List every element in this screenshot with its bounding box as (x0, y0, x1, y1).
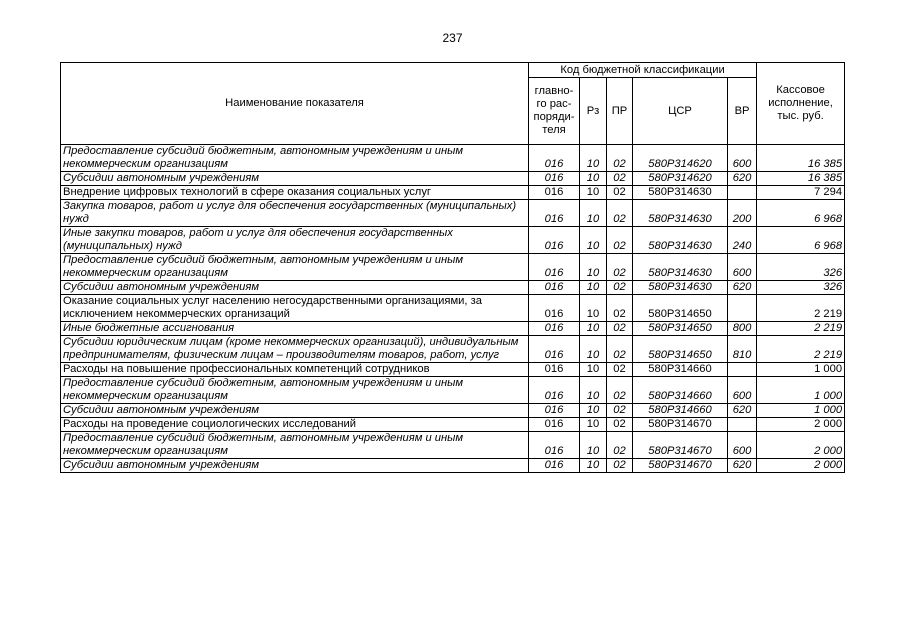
table-row (61, 295, 845, 322)
cell-glav: 016 (529, 322, 580, 336)
cell-name: Субсидии автономным учреждениям (61, 459, 529, 473)
cell-pr: 02 (607, 172, 633, 186)
cell-amount: 1 000 (757, 377, 845, 404)
table-row (61, 227, 845, 254)
cell-rz: 10 (580, 459, 607, 473)
cell-pr: 02 (607, 432, 633, 459)
cell-csr: 580P314650 (633, 295, 728, 322)
cell-vr: 200 (728, 200, 757, 227)
header-code-group: Код бюджетной классификации (529, 63, 757, 78)
cell-vr: 600 (728, 254, 757, 281)
cell-amount: 2 219 (757, 295, 845, 322)
cell-glav: 016 (529, 404, 580, 418)
page-number: 237 (442, 31, 463, 45)
cell-csr: 580P314660 (633, 377, 728, 404)
cell-amount: 1 000 (757, 363, 845, 377)
cell-glav: 016 (529, 377, 580, 404)
cell-amount: 16 385 (757, 145, 845, 172)
cell-glav: 016 (529, 227, 580, 254)
cell-csr: 580P314620 (633, 172, 728, 186)
cell-pr: 02 (607, 254, 633, 281)
cell-pr: 02 (607, 363, 633, 377)
cell-name: Предоставление субсидий бюджетным, автономным учреждениям и иным некоммерческим организациям (61, 432, 529, 459)
cell-glav: 016 (529, 200, 580, 227)
cell-vr: 600 (728, 377, 757, 404)
cell-rz: 10 (580, 281, 607, 295)
table-row (61, 172, 845, 186)
table-row (61, 322, 845, 336)
cell-csr: 580P314630 (633, 227, 728, 254)
cell-name: Субсидии юридическим лицам (кроме некоммерческих организаций), индивидуальным предпринимателям, физическим лицам – производителям товаров, работ, услуг (61, 336, 529, 363)
cell-name: Субсидии автономным учреждениям (61, 404, 529, 418)
cell-glav: 016 (529, 186, 580, 200)
cell-pr: 02 (607, 418, 633, 432)
cell-pr: 02 (607, 227, 633, 254)
cell-amount: 6 968 (757, 200, 845, 227)
cell-pr: 02 (607, 186, 633, 200)
cell-name: Иные закупки товаров, работ и услуг для обеспечения государственных (муниципальных) нужд (61, 227, 529, 254)
cell-glav: 016 (529, 254, 580, 281)
cell-amount: 7 294 (757, 186, 845, 200)
cell-amount: 1 000 (757, 404, 845, 418)
cell-vr: 620 (728, 459, 757, 473)
cell-csr: 580P314630 (633, 186, 728, 200)
cell-csr: 580P314630 (633, 200, 728, 227)
cell-glav: 016 (529, 281, 580, 295)
cell-csr: 580P314660 (633, 363, 728, 377)
cell-csr: 580P314630 (633, 254, 728, 281)
cell-glav: 016 (529, 363, 580, 377)
cell-vr (728, 295, 757, 322)
cell-glav: 016 (529, 418, 580, 432)
cell-name: Внедрение цифровых технологий в сфере оказания социальных услуг (61, 186, 529, 200)
cell-rz: 10 (580, 418, 607, 432)
cell-csr: 580P314650 (633, 336, 728, 363)
cell-glav: 016 (529, 172, 580, 186)
cell-vr: 600 (728, 145, 757, 172)
cell-amount: 2 000 (757, 432, 845, 459)
cell-rz: 10 (580, 227, 607, 254)
cell-csr: 580P314670 (633, 459, 728, 473)
cell-rz: 10 (580, 322, 607, 336)
cell-amount: 326 (757, 281, 845, 295)
budget-table (60, 62, 845, 473)
cell-vr: 620 (728, 404, 757, 418)
cell-name: Субсидии автономным учреждениям (61, 281, 529, 295)
cell-pr: 02 (607, 404, 633, 418)
cell-rz: 10 (580, 432, 607, 459)
cell-vr (728, 363, 757, 377)
cell-name: Предоставление субсидий бюджетным, автономным учреждениям и иным некоммерческим организациям (61, 377, 529, 404)
cell-amount: 2 000 (757, 459, 845, 473)
table-row (61, 418, 845, 432)
cell-name: Предоставление субсидий бюджетным, автономным учреждениям и иным некоммерческим организациям (61, 145, 529, 172)
cell-pr: 02 (607, 200, 633, 227)
cell-vr (728, 418, 757, 432)
cell-name: Закупка товаров, работ и услуг для обеспечения государственных (муниципальных) нужд (61, 200, 529, 227)
table-row (61, 363, 845, 377)
cell-pr: 02 (607, 295, 633, 322)
cell-rz: 10 (580, 200, 607, 227)
cell-glav: 016 (529, 459, 580, 473)
cell-pr: 02 (607, 459, 633, 473)
cell-vr (728, 186, 757, 200)
cell-vr: 800 (728, 322, 757, 336)
table-row (61, 186, 845, 200)
table-row (61, 377, 845, 404)
cell-csr: 580P314620 (633, 145, 728, 172)
header-name: Наименование показателя (61, 63, 529, 145)
cell-pr: 02 (607, 281, 633, 295)
cell-amount: 2 219 (757, 336, 845, 363)
cell-vr: 600 (728, 432, 757, 459)
header-amount: Кассовое исполнение, тыс. руб. (757, 63, 845, 145)
table-row (61, 145, 845, 172)
cell-csr: 580P314630 (633, 281, 728, 295)
cell-pr: 02 (607, 336, 633, 363)
cell-csr: 580P314670 (633, 418, 728, 432)
cell-name: Предоставление субсидий бюджетным, автономным учреждениям и иным некоммерческим организациям (61, 254, 529, 281)
cell-name: Расходы на повышение профессиональных компетенций сотрудников (61, 363, 529, 377)
cell-pr: 02 (607, 322, 633, 336)
cell-amount: 2 000 (757, 418, 845, 432)
cell-vr: 620 (728, 281, 757, 295)
cell-rz: 10 (580, 363, 607, 377)
table-row (61, 281, 845, 295)
cell-amount: 326 (757, 254, 845, 281)
table-row (61, 404, 845, 418)
header-vr: ВР (728, 78, 757, 145)
cell-glav: 016 (529, 145, 580, 172)
cell-pr: 02 (607, 145, 633, 172)
cell-rz: 10 (580, 336, 607, 363)
cell-vr: 810 (728, 336, 757, 363)
cell-rz: 10 (580, 254, 607, 281)
cell-csr: 580P314650 (633, 322, 728, 336)
cell-rz: 10 (580, 295, 607, 322)
cell-name: Расходы на проведение социологических исследований (61, 418, 529, 432)
header-rz: Рз (580, 78, 607, 145)
cell-name: Субсидии автономным учреждениям (61, 172, 529, 186)
table-row (61, 432, 845, 459)
cell-amount: 16 385 (757, 172, 845, 186)
table-row (61, 459, 845, 473)
cell-name: Оказание социальных услуг населению негосударственными организациями, за исключением некоммерческих организаций (61, 295, 529, 322)
cell-rz: 10 (580, 404, 607, 418)
cell-glav: 016 (529, 336, 580, 363)
cell-glav: 016 (529, 432, 580, 459)
cell-rz: 10 (580, 145, 607, 172)
cell-glav: 016 (529, 295, 580, 322)
cell-rz: 10 (580, 377, 607, 404)
cell-vr: 620 (728, 172, 757, 186)
cell-pr: 02 (607, 377, 633, 404)
header-glav: главно- го рас- поряди- теля (529, 78, 580, 145)
cell-amount: 2 219 (757, 322, 845, 336)
cell-rz: 10 (580, 186, 607, 200)
cell-csr: 580P314660 (633, 404, 728, 418)
cell-csr: 580P314670 (633, 432, 728, 459)
cell-name: Иные бюджетные ассигнования (61, 322, 529, 336)
cell-vr: 240 (728, 227, 757, 254)
cell-amount: 6 968 (757, 227, 845, 254)
table-row (61, 200, 845, 227)
table-row (61, 336, 845, 363)
cell-rz: 10 (580, 172, 607, 186)
header-csr: ЦСР (633, 78, 728, 145)
table-row (61, 254, 845, 281)
header-pr: ПР (607, 78, 633, 145)
